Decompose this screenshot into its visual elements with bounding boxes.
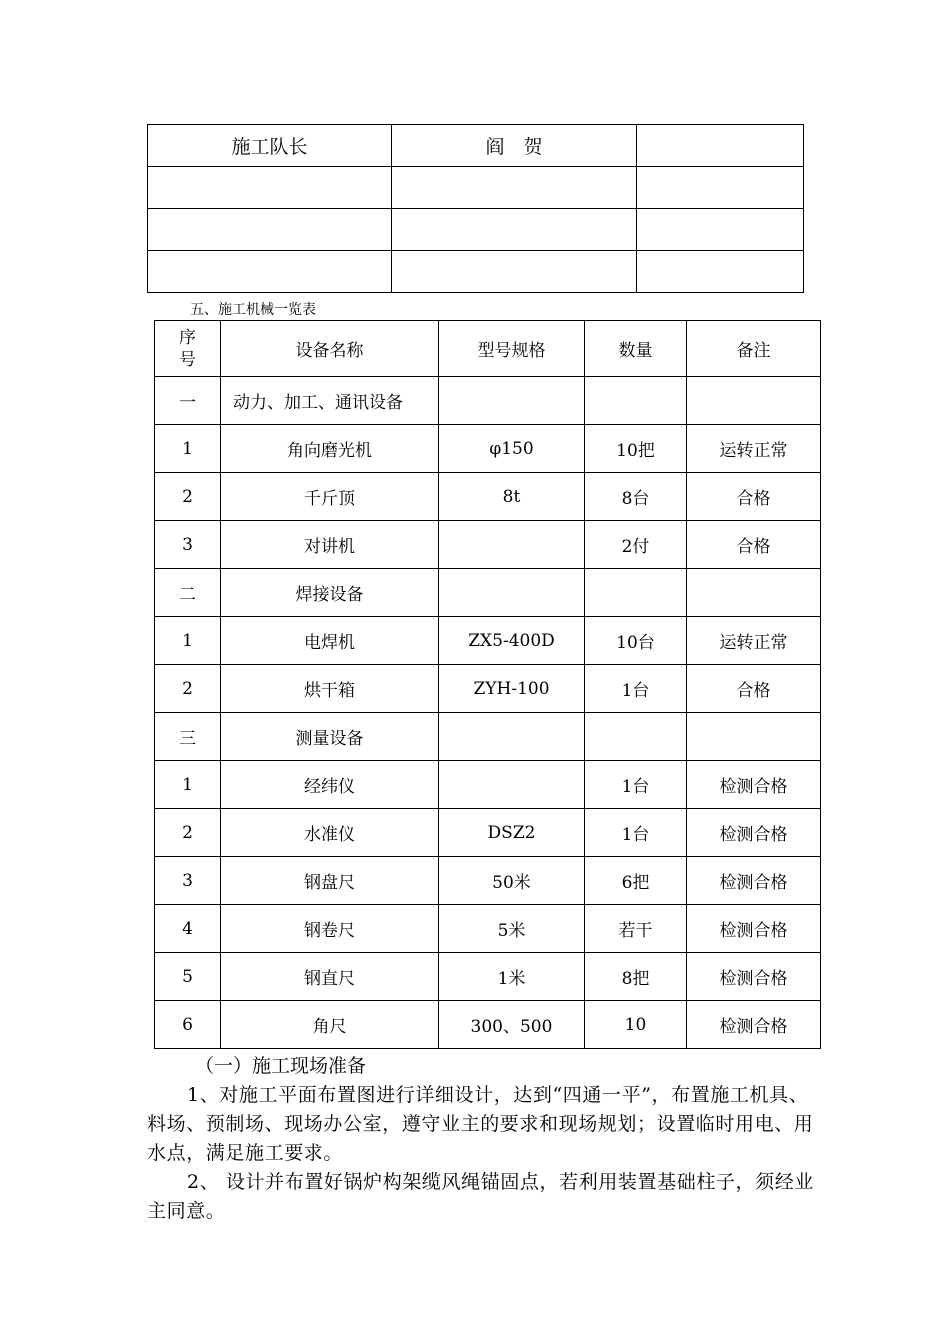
cell-model: 1米 — [439, 953, 585, 1001]
cell-qty: 8台 — [585, 473, 687, 521]
table-row — [155, 905, 821, 953]
cell-seq: 一 — [155, 377, 221, 425]
personnel-row — [148, 251, 804, 293]
cell-note: 检测合格 — [687, 809, 821, 857]
cell-model — [439, 713, 585, 761]
cell-note: 检测合格 — [687, 857, 821, 905]
cell-model — [439, 521, 585, 569]
cell-qty: 8把 — [585, 953, 687, 1001]
personnel-cell — [637, 251, 804, 293]
table-row — [155, 1001, 821, 1049]
cell-qty: 6把 — [585, 857, 687, 905]
cell-name: 角向磨光机 — [221, 425, 439, 473]
table-row — [155, 761, 821, 809]
cell-note: 合格 — [687, 521, 821, 569]
table-row — [155, 953, 821, 1001]
personnel-cell — [148, 251, 392, 293]
cell-qty: 1台 — [585, 665, 687, 713]
cell-name: 钢直尺 — [221, 953, 439, 1001]
table-row — [155, 425, 821, 473]
cell-name: 测量设备 — [221, 713, 439, 761]
category-row — [155, 569, 821, 617]
site-prep-paragraph-1: 1、对施工平面布置图进行详细设计，达到“四通一平”，布置施工机具、料场、预制场、现场办公室，遵守业主的要求和现场规划；设置临时用电、用水点，满足施工要求。 — [147, 1084, 814, 1164]
site-prep-paragraph-2: 2、 设计并布置好锅炉构架缆风绳锚固点，若利用装置基础柱子，须经业主同意。 — [147, 1171, 814, 1222]
cell-seq: 三 — [155, 713, 221, 761]
cell-model: ZYH-100 — [439, 665, 585, 713]
cell-model: φ150 — [439, 425, 585, 473]
cell-qty — [585, 377, 687, 425]
personnel-cell — [392, 209, 637, 251]
header-seq — [155, 321, 221, 377]
table-header-row — [155, 321, 821, 377]
personnel-cell — [148, 167, 392, 209]
cell-seq: 5 — [155, 953, 221, 1001]
cell-seq: 2 — [155, 809, 221, 857]
site-preparation — [147, 1052, 819, 1226]
cell-model: 8t — [439, 473, 585, 521]
cell-note: 检测合格 — [687, 905, 821, 953]
cell-qty — [585, 569, 687, 617]
table-row — [155, 857, 821, 905]
cell-model: DSZ2 — [439, 809, 585, 857]
equipment-table — [154, 320, 821, 1049]
cell-name: 电焊机 — [221, 617, 439, 665]
cell-model: 300、500 — [439, 1001, 585, 1049]
cell-name: 钢盘尺 — [221, 857, 439, 905]
cell-note — [687, 569, 821, 617]
cell-name: 烘干箱 — [221, 665, 439, 713]
cell-seq: 1 — [155, 425, 221, 473]
personnel-cell — [392, 167, 637, 209]
cell-qty: 10 — [585, 1001, 687, 1049]
personnel-cell: 阎 贺 — [392, 125, 637, 167]
cell-model — [439, 569, 585, 617]
cell-seq: 2 — [155, 473, 221, 521]
cell-qty: 1台 — [585, 761, 687, 809]
cell-qty: 1台 — [585, 809, 687, 857]
personnel-cell — [637, 125, 804, 167]
personnel-cell — [637, 167, 804, 209]
cell-note: 运转正常 — [687, 617, 821, 665]
personnel-cell: 施工队长 — [148, 125, 392, 167]
cell-seq: 3 — [155, 521, 221, 569]
cell-name: 千斤顶 — [221, 473, 439, 521]
cell-note: 运转正常 — [687, 425, 821, 473]
cell-note — [687, 713, 821, 761]
cell-seq: 3 — [155, 857, 221, 905]
header-name: 设备名称 — [221, 321, 439, 377]
table-row — [155, 665, 821, 713]
section-title: 五、施工机械一览表 — [190, 302, 316, 318]
cell-seq: 二 — [155, 569, 221, 617]
cell-qty — [585, 713, 687, 761]
site-prep-title: （一）施工现场准备 — [195, 1055, 367, 1077]
cell-note: 合格 — [687, 473, 821, 521]
cell-model — [439, 377, 585, 425]
cell-note: 检测合格 — [687, 1001, 821, 1049]
cell-name: 钢卷尺 — [221, 905, 439, 953]
header-note: 备注 — [687, 321, 821, 377]
personnel-row — [148, 167, 804, 209]
cell-name: 经纬仪 — [221, 761, 439, 809]
cell-seq: 2 — [155, 665, 221, 713]
header-seq-label: 序 号 — [179, 327, 196, 370]
cell-qty: 10把 — [585, 425, 687, 473]
cell-note — [687, 377, 821, 425]
cell-qty: 若干 — [585, 905, 687, 953]
cell-model: 50米 — [439, 857, 585, 905]
cell-name: 水准仪 — [221, 809, 439, 857]
cell-seq: 1 — [155, 617, 221, 665]
cell-name: 动力、加工、通讯设备 — [221, 377, 439, 425]
cell-model — [439, 761, 585, 809]
cell-seq: 6 — [155, 1001, 221, 1049]
cell-note: 检测合格 — [687, 953, 821, 1001]
personnel-row — [148, 125, 804, 167]
header-qty: 数量 — [585, 321, 687, 377]
table-row — [155, 617, 821, 665]
cell-seq: 4 — [155, 905, 221, 953]
cell-note: 合格 — [687, 665, 821, 713]
personnel-cell — [637, 209, 804, 251]
table-row — [155, 473, 821, 521]
cell-note: 检测合格 — [687, 761, 821, 809]
cell-qty: 2付 — [585, 521, 687, 569]
cell-name: 角尺 — [221, 1001, 439, 1049]
cell-qty: 10台 — [585, 617, 687, 665]
category-row — [155, 377, 821, 425]
category-row — [155, 713, 821, 761]
cell-name: 焊接设备 — [221, 569, 439, 617]
cell-name: 对讲机 — [221, 521, 439, 569]
table-row — [155, 521, 821, 569]
cell-model: ZX5-400D — [439, 617, 585, 665]
personnel-cell — [148, 209, 392, 251]
personnel-row — [148, 209, 804, 251]
header-model: 型号规格 — [439, 321, 585, 377]
cell-model: 5米 — [439, 905, 585, 953]
personnel-table — [147, 124, 804, 293]
table-row — [155, 809, 821, 857]
cell-seq: 1 — [155, 761, 221, 809]
personnel-cell — [392, 251, 637, 293]
